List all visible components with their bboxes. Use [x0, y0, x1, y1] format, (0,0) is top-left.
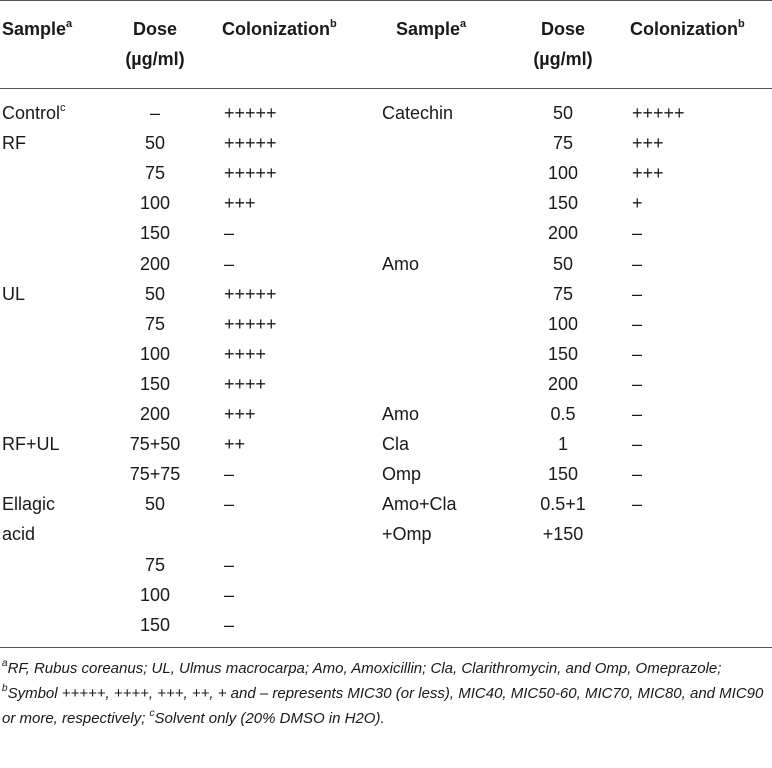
- left-sample-cell: [2, 489, 55, 519]
- header-rule: [0, 88, 772, 89]
- right-colonization-cell: –: [632, 464, 643, 484]
- left-sample-text: RF+UL: [2, 434, 60, 454]
- right-sample-cell: Amo: [382, 404, 420, 424]
- header-dose-line1: Dose: [540, 19, 585, 39]
- right-dose-cell: 1: [557, 434, 568, 454]
- left-dose-cell: 50: [144, 494, 166, 514]
- left-colonization-cell: –: [224, 585, 235, 605]
- right-colonization-cell: –: [632, 404, 643, 424]
- left-dose-cell: 75: [144, 555, 166, 575]
- left-dose-cell: 75: [144, 163, 166, 183]
- right-dose-cell: 0.5: [550, 404, 576, 424]
- left-sample-cell: [2, 279, 25, 309]
- left-sample-cell: [2, 98, 66, 128]
- right-dose-cell: 50: [552, 254, 574, 274]
- left-dose-cell: –: [149, 103, 160, 123]
- footnote-b-text: Symbol +++++, ++++, +++, ++, + and – represents MIC30 (or less), MIC40, MIC50-60, MIC70, MIC80, and MIC90 or more, respectively;: [2, 685, 764, 727]
- left-dose-cell: 100: [139, 344, 171, 364]
- right-colonization-cell: –: [632, 434, 643, 454]
- header-dose-left: [110, 14, 200, 74]
- right-dose-cell: 200: [547, 374, 579, 394]
- right-colonization-cell: –: [632, 494, 643, 514]
- header-sample-right: [396, 14, 466, 44]
- left-dose-cell: 200: [139, 254, 171, 274]
- footnote-c-sup: c: [149, 708, 155, 719]
- header-colonization-sup: b: [329, 18, 337, 30]
- right-colonization-cell: +: [632, 193, 643, 213]
- right-sample-cell: Catechin: [382, 103, 454, 123]
- right-colonization-cell: +++++: [632, 103, 685, 123]
- header-dose-line2: (µg/ml): [125, 49, 185, 69]
- right-dose-cell: 200: [547, 223, 579, 243]
- left-sample-sup: c: [60, 102, 66, 114]
- left-colonization-cell: +++: [224, 193, 256, 213]
- right-colonization-cell: –: [632, 284, 643, 304]
- left-sample-text: Control: [2, 103, 61, 123]
- header-colonization-text: Colonization: [222, 19, 330, 39]
- right-dose-cell: 50: [552, 103, 574, 123]
- right-dose-cell: 100: [547, 163, 579, 183]
- right-dose-cell: 75: [552, 284, 574, 304]
- right-dose-cell: 150: [547, 344, 579, 364]
- header-colonization-right: [630, 14, 745, 44]
- header-sample-sup: a: [66, 18, 73, 30]
- left-colonization-cell: +++++: [224, 103, 277, 123]
- left-colonization-cell: +++++: [224, 314, 277, 334]
- left-colonization-cell: +++++: [224, 284, 277, 304]
- left-colonization-cell: ++++: [224, 344, 267, 364]
- left-sample-cell: [2, 128, 26, 158]
- right-sample-cell: Amo: [382, 254, 420, 274]
- header-colonization-sup: b: [737, 18, 745, 30]
- left-sample-text: RF: [2, 133, 26, 153]
- left-sample-text: UL: [2, 284, 26, 304]
- header-colonization-text: Colonization: [630, 19, 738, 39]
- right-colonization-cell: +++: [632, 133, 664, 153]
- left-colonization-cell: –: [224, 254, 235, 274]
- right-colonization-cell: –: [632, 374, 643, 394]
- left-dose-cell: 50: [144, 284, 166, 304]
- header-sample-left: [2, 14, 72, 44]
- left-colonization-cell: +++: [224, 404, 256, 424]
- footnote-a-sup: a: [2, 658, 8, 669]
- left-sample-cell: [2, 519, 35, 549]
- left-dose-cell: 75: [144, 314, 166, 334]
- header-colonization-left: [222, 14, 337, 44]
- left-dose-cell: 50: [144, 133, 166, 153]
- header-dose-line2: (µg/ml): [533, 49, 593, 69]
- right-sample-cell: +Omp: [382, 524, 432, 544]
- left-colonization-cell: ++++: [224, 374, 267, 394]
- header-dose-line1: Dose: [132, 19, 177, 39]
- left-dose-cell: 200: [139, 404, 171, 424]
- left-colonization-cell: ++: [224, 434, 246, 454]
- left-dose-cell: 150: [139, 615, 171, 635]
- left-sample-text: acid: [2, 524, 36, 544]
- left-sample-cell: [2, 429, 60, 459]
- left-dose-cell: 75+50: [129, 434, 181, 454]
- right-colonization-cell: –: [632, 254, 643, 274]
- left-colonization-cell: –: [224, 494, 235, 514]
- right-sample-cell: Amo+Cla: [382, 494, 457, 514]
- left-dose-cell: 75+75: [129, 464, 181, 484]
- table-footnote: [2, 656, 768, 731]
- right-colonization-cell: –: [632, 344, 643, 364]
- header-dose-right: [518, 14, 608, 74]
- header-sample-text: Sample: [396, 19, 461, 39]
- right-colonization-cell: –: [632, 314, 643, 334]
- right-dose-cell: 150: [547, 464, 579, 484]
- footnote-a-text: RF, Rubus coreanus; UL, Ulmus macrocarpa; Amo, Amoxicillin; Cla, Clarithromycin, and Omp, Omeprazole;: [7, 660, 722, 677]
- right-dose-cell: +150: [542, 524, 584, 544]
- right-colonization-cell: –: [632, 223, 643, 243]
- header-sample-sup: a: [460, 18, 467, 30]
- left-colonization-cell: –: [224, 555, 235, 575]
- left-dose-cell: 150: [139, 374, 171, 394]
- left-colonization-cell: +++++: [224, 163, 277, 183]
- left-dose-cell: [110, 519, 200, 549]
- left-colonization-cell: –: [224, 464, 235, 484]
- left-dose-cell: 100: [139, 193, 171, 213]
- bottom-rule: [0, 647, 772, 648]
- right-dose-cell: 75: [552, 133, 574, 153]
- left-colonization-cell: –: [224, 223, 235, 243]
- left-colonization-cell: –: [224, 615, 235, 635]
- right-colonization-cell: +++: [632, 163, 664, 183]
- header-sample-text: Sample: [2, 19, 67, 39]
- right-dose-cell: 100: [547, 314, 579, 334]
- right-dose-cell: 150: [547, 193, 579, 213]
- left-dose-cell: 150: [139, 223, 171, 243]
- right-dose-cell: 0.5+1: [540, 494, 586, 514]
- top-rule: [0, 0, 772, 1]
- right-sample-cell: Cla: [382, 434, 410, 454]
- left-sample-text: Ellagic: [2, 494, 56, 514]
- left-colonization-cell: +++++: [224, 133, 277, 153]
- left-dose-cell: 100: [139, 585, 171, 605]
- footnote-c-text: Solvent only (20% DMSO in H2O).: [154, 710, 385, 727]
- right-sample-cell: Omp: [382, 464, 422, 484]
- footnote-b-sup: b: [2, 683, 8, 694]
